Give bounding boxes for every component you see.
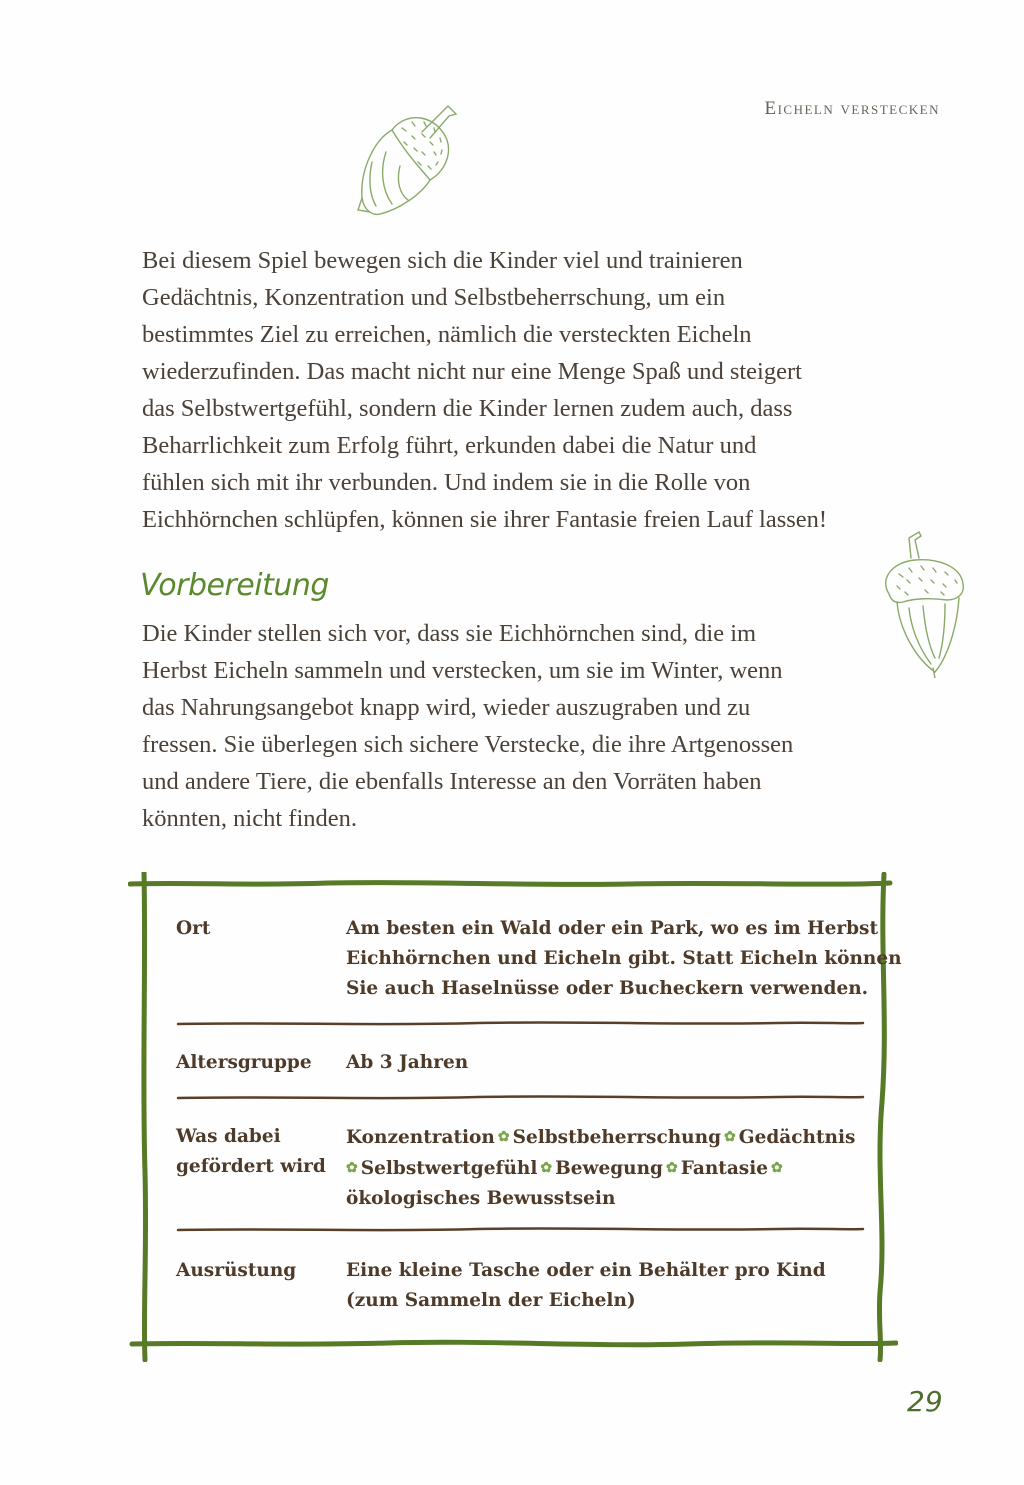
clover-icon: ✿ <box>497 1129 510 1145</box>
info-label: Ort <box>176 918 211 939</box>
info-value: Am besten ein Wald oder ein Park, wo es im Herbst Eichhörnchen und Eicheln gibt. Statt Eicheln können Sie auch Haselnüsse oder Bucheckern verwenden. <box>346 918 902 999</box>
preparation-paragraph: Die Kinder stellen sich vor, dass sie Eichhörnchen sind, die im Herbst Eicheln sammeln und verstecken, um sie im Winter, wenn das Nahrungsangebot knapp wird, wieder auszugraben und zu fressen. Sie überlegen sich sichere Verstecke, die ihre Artgenossen und andere Tiere, die ebenfalls Interesse an den Vorräten haben könnten, nicht finden. <box>142 620 794 832</box>
info-value: Eine kleine Tasche oder ein Behälter pro Kind (zum Sammeln der Eicheln) <box>346 1260 826 1311</box>
clover-icon: ✿ <box>540 1160 553 1176</box>
running-head: Eicheln verstecken <box>764 98 940 119</box>
acorn-illustration-icon <box>352 100 467 220</box>
intro-paragraph: Bei diesem Spiel bewegen sich die Kinder viel und trainieren Gedächtnis, Konzentration und Selbstbeherrschung, um ein bestimmtes Ziel zu erreichen, nämlich die versteckten Eicheln wiederzufinden. Das macht nicht nur eine Menge Spaß und steigert das Selbstwertgefühl, sondern die Kinder lernen zudem auch, dass Beharrlichkeit zum Erfolg führt, erkunden dabei die Natur und fühlen sich mit ihr verbunden. Und indem sie in die Rolle von Eichhörnchen schlüpfen, können sie ihrer Fantasie freien Lauf lassen! <box>142 247 828 533</box>
section-heading: Vorbereitung <box>140 568 329 603</box>
clover-icon: ✿ <box>665 1160 678 1176</box>
clover-icon: ✿ <box>346 1160 358 1176</box>
page-number: 29 <box>907 1385 943 1418</box>
info-label: Ausrüstung <box>176 1260 297 1281</box>
info-value: Ab 3 Jahren <box>346 1052 469 1073</box>
info-label: Altersgruppe <box>176 1052 312 1073</box>
clover-icon: ✿ <box>724 1129 736 1145</box>
info-box <box>128 872 902 1362</box>
info-label: Was dabei gefördert wird <box>176 1126 326 1177</box>
info-value: Konzentration ✿ Selbstbeherrschung ✿ Gedächtnis ✿ Selbstwertgefühl ✿ Bewegung ✿ Fantasie ✿ ökologisches Bewusstsein <box>346 1127 856 1209</box>
clover-icon: ✿ <box>771 1160 783 1176</box>
